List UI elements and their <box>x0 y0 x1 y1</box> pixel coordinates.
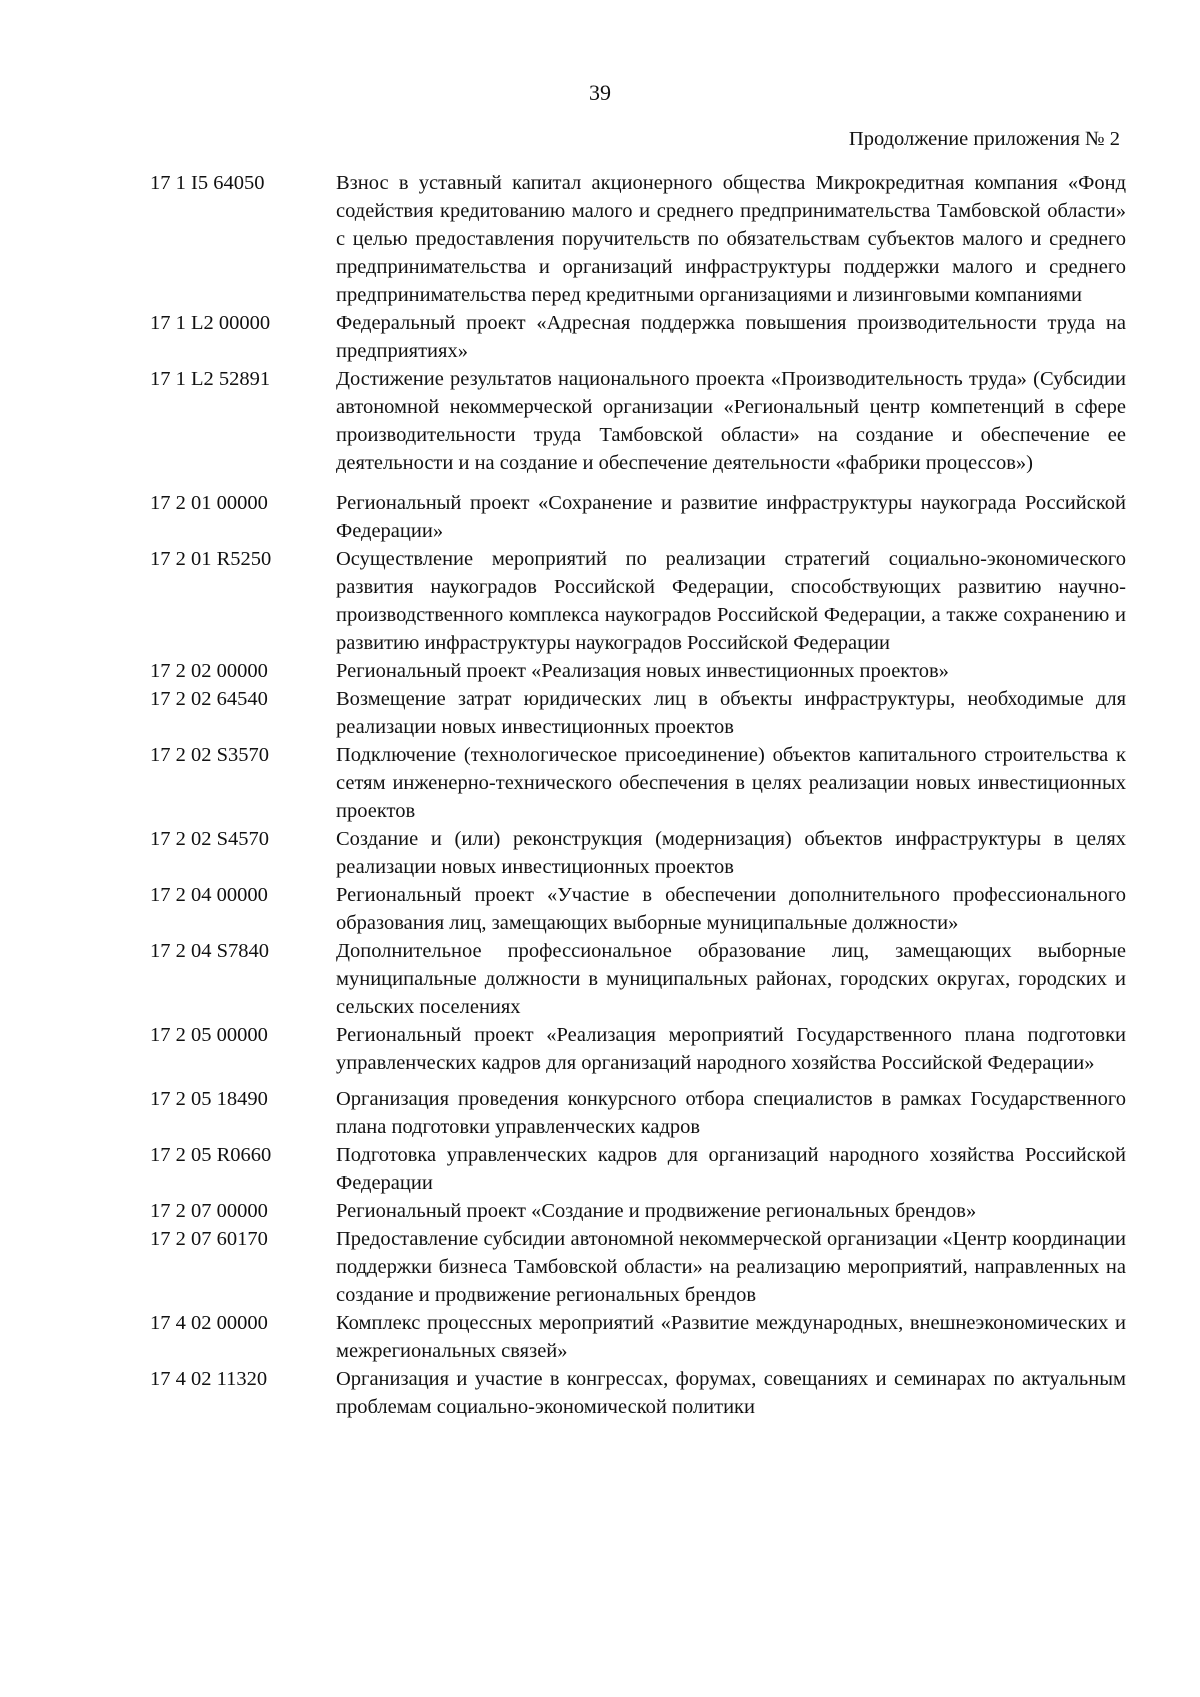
list-item <box>0 545 1200 657</box>
entry-code: 17 2 05 R0660 <box>150 1144 272 1166</box>
entry-description: Федеральный проект «Адресная поддержка повышения производительности труда на предприятиях» <box>336 312 1126 362</box>
list-item <box>0 741 1200 825</box>
entry-description: Достижение результатов национального проекта «Производительность труда» (Субсидии автономной некоммерческой организации «Региональный центр компетенций в сфере производительности труда Тамбовской области» на создание и обеспечение ее деятельности и на создание и обеспечение деятельности «фабрики процессов») <box>336 368 1126 474</box>
list-item <box>0 685 1200 741</box>
entry-description: Подключение (технологическое присоединение) объектов капитального строительства к сетям инженерно-технического обеспечения в целях реализации новых инвестиционных проектов <box>336 744 1126 822</box>
entry-description: Региональный проект «Реализация новых инвестиционных проектов» <box>336 660 949 682</box>
entry-description: Возмещение затрат юридических лиц в объекты инфраструктуры, необходимые для реализации новых инвестиционных проектов <box>336 688 1126 738</box>
list-item <box>0 1085 1200 1141</box>
entry-description: Региональный проект «Сохранение и развитие инфраструктуры наукограда Российской Федерации» <box>336 492 1126 542</box>
list-item <box>0 1021 1200 1077</box>
list-item <box>0 1365 1200 1421</box>
entry-description: Региональный проект «Реализация мероприятий Государственного плана подготовки управленческих кадров для организаций народного хозяйства Российской Федерации» <box>336 1024 1126 1074</box>
list-item <box>0 169 1200 309</box>
entry-code: 17 2 05 00000 <box>150 1024 268 1046</box>
entry-description: Дополнительное профессиональное образование лиц, замещающих выборные муниципальные должности в муниципальных районах, городских округах, городских и сельских поселениях <box>336 940 1126 1018</box>
classification-list <box>0 169 1200 1421</box>
entry-description: Предоставление субсидии автономной некоммерческой организации «Центр координации поддержки бизнеса Тамбовской области» на реализацию мероприятий, направленных на создание и продвижение региональных брендов <box>336 1228 1126 1306</box>
entry-code: 17 2 04 00000 <box>150 884 268 906</box>
page-number: 39 <box>589 80 611 105</box>
list-item <box>0 1141 1200 1197</box>
entry-description: Региональный проект «Участие в обеспечении дополнительного профессионального образования лиц, замещающих выборные муниципальные должности» <box>336 884 1126 934</box>
entry-code: 17 2 05 18490 <box>150 1088 268 1110</box>
list-item <box>0 881 1200 937</box>
appendix-continuation-label: Продолжение приложения № 2 <box>848 128 1120 150</box>
list-item <box>0 489 1200 545</box>
entry-code: 17 2 01 R5250 <box>150 548 272 570</box>
entry-code: 17 2 02 S3570 <box>150 744 270 766</box>
entry-code: 17 4 02 00000 <box>150 1312 268 1334</box>
entry-code: 17 2 02 64540 <box>150 688 268 710</box>
entry-code: 17 4 02 11320 <box>150 1368 268 1390</box>
list-item <box>0 1197 1200 1225</box>
entry-description: Создание и (или) реконструкция (модернизация) объектов инфраструктуры в целях реализации новых инвестиционных проектов <box>336 828 1126 878</box>
entry-code: 17 2 07 60170 <box>150 1228 268 1250</box>
entry-code: 17 2 02 S4570 <box>150 828 270 850</box>
entry-code: 17 2 07 00000 <box>150 1200 268 1222</box>
entry-description: Комплекс процессных мероприятий «Развитие международных, внешнеэкономических и межрегиональных связей» <box>336 1312 1126 1362</box>
entry-code: 17 2 02 00000 <box>150 660 268 682</box>
list-item <box>0 825 1200 881</box>
list-item <box>0 937 1200 1021</box>
list-item <box>0 365 1200 477</box>
entry-description: Подготовка управленческих кадров для организаций народного хозяйства Российской Федерации <box>336 1144 1126 1194</box>
list-item <box>0 309 1200 365</box>
entry-code: 17 1 L2 52891 <box>150 368 271 390</box>
entry-description: Осуществление мероприятий по реализации стратегий социально-экономического развития наукоградов Российской Федерации, способствующих развитию научно-производственного комплекса наукоградов Российской Федерации, а также сохранению и развитию инфраструктуры наукоградов Российской Федерации <box>336 548 1126 654</box>
entry-description: Взнос в уставный капитал акционерного общества Микрокредитная компания «Фонд содействия кредитованию малого и среднего предпринимательства Тамбовской области» с целью предоставления поручительств по обязательствам субъектов малого и среднего предпринимательства и организаций инфраструктуры поддержки малого и среднего предпринимательства перед кредитными организациями и лизинговыми компаниями <box>336 172 1126 306</box>
entry-code: 17 2 04 S7840 <box>150 940 270 962</box>
list-item <box>0 1225 1200 1309</box>
list-item <box>0 1309 1200 1365</box>
entry-code: 17 1 I5 64050 <box>150 172 265 194</box>
entry-description: Организация проведения конкурсного отбора специалистов в рамках Государственного плана подготовки управленческих кадров <box>336 1088 1126 1138</box>
entry-description: Региональный проект «Создание и продвижение региональных брендов» <box>336 1200 977 1222</box>
list-item <box>0 657 1200 685</box>
entry-code: 17 2 01 00000 <box>150 492 268 514</box>
entry-description: Организация и участие в конгрессах, форумах, совещаниях и семинарах по актуальным проблемам социально-экономической политики <box>336 1368 1126 1418</box>
entry-code: 17 1 L2 00000 <box>150 312 271 334</box>
